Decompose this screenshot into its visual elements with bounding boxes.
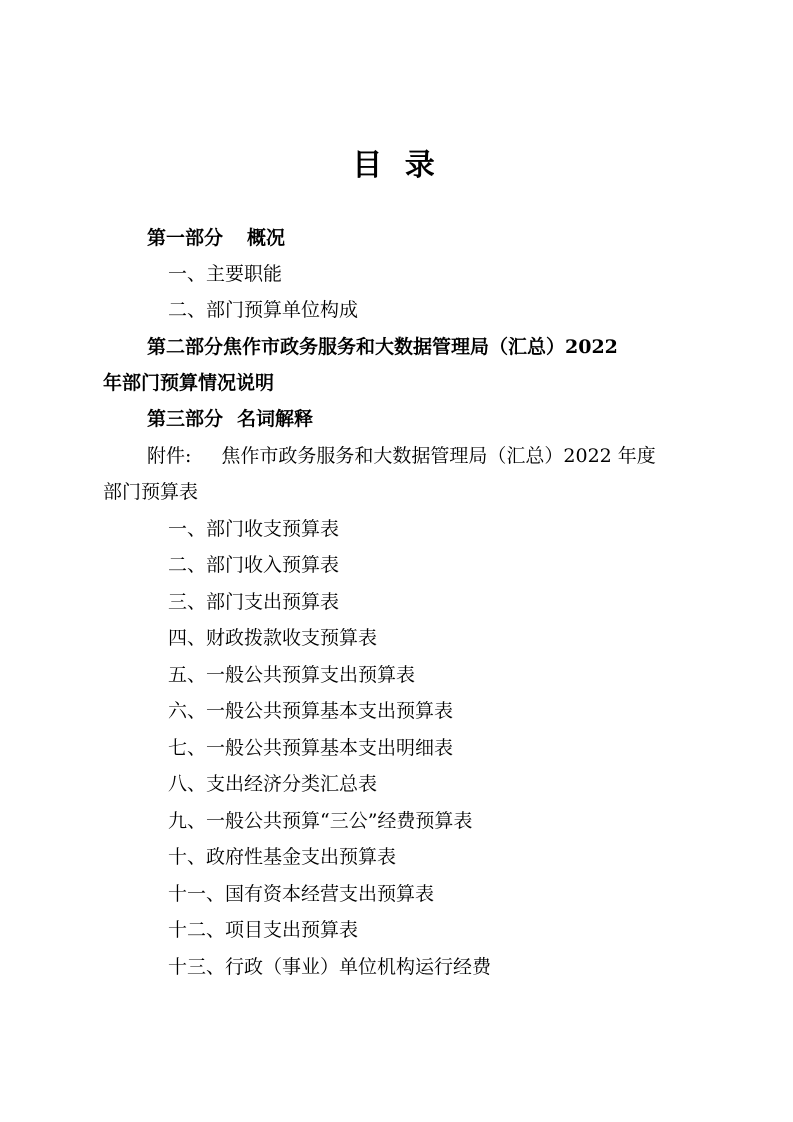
part3-heading[interactable] [147, 407, 313, 431]
toc-item[interactable]: 八、支出经济分类汇总表 [168, 773, 378, 795]
toc-item[interactable]: 九、一般公共预算“三公”经费预算表 [168, 810, 473, 832]
part2-heading[interactable]: 第二部分焦作市政务服务和大数据管理局（汇总）2022 [147, 336, 618, 358]
page-title: 目 录 [352, 148, 441, 183]
toc-item[interactable]: 七、一般公共预算基本支出明细表 [168, 737, 454, 759]
toc-item[interactable]: 十二、项目支出预算表 [168, 919, 359, 941]
toc-item[interactable]: 六、一般公共预算基本支出预算表 [168, 700, 454, 722]
toc-item[interactable]: 四、财政拨款收支预算表 [168, 627, 378, 649]
toc-item[interactable]: 二、部门预算单位构成 [168, 299, 359, 321]
part2-heading-continued[interactable]: 年部门预算情况说明 [103, 372, 275, 394]
part3-heading-label: 第三部分 [147, 408, 224, 430]
part3-heading-tail: 名词解释 [237, 408, 314, 430]
part1-heading-label: 第一部分 [147, 227, 224, 249]
toc-item[interactable]: 一、部门收支预算表 [168, 518, 340, 540]
appendix-heading[interactable] [147, 444, 656, 468]
toc-item[interactable]: 五、一般公共预算支出预算表 [168, 664, 416, 686]
toc-item[interactable]: 二、部门收入预算表 [168, 554, 340, 576]
toc-item[interactable]: 一、主要职能 [168, 263, 283, 285]
toc-item[interactable]: 十一、国有资本经营支出预算表 [168, 883, 435, 905]
part1-heading[interactable] [147, 226, 285, 250]
toc-item[interactable]: 三、部门支出预算表 [168, 591, 340, 613]
appendix-label: 附件: [147, 445, 192, 467]
appendix-title-continued: 部门预算表 [103, 481, 199, 503]
toc-item[interactable]: 十三、行政（事业）单位机构运行经费 [168, 956, 492, 978]
appendix-title: 焦作市政务服务和大数据管理局（汇总）2022 年度 [221, 445, 656, 467]
toc-item[interactable]: 十、政府性基金支出预算表 [168, 846, 397, 868]
part1-heading-tail: 概况 [247, 227, 286, 249]
